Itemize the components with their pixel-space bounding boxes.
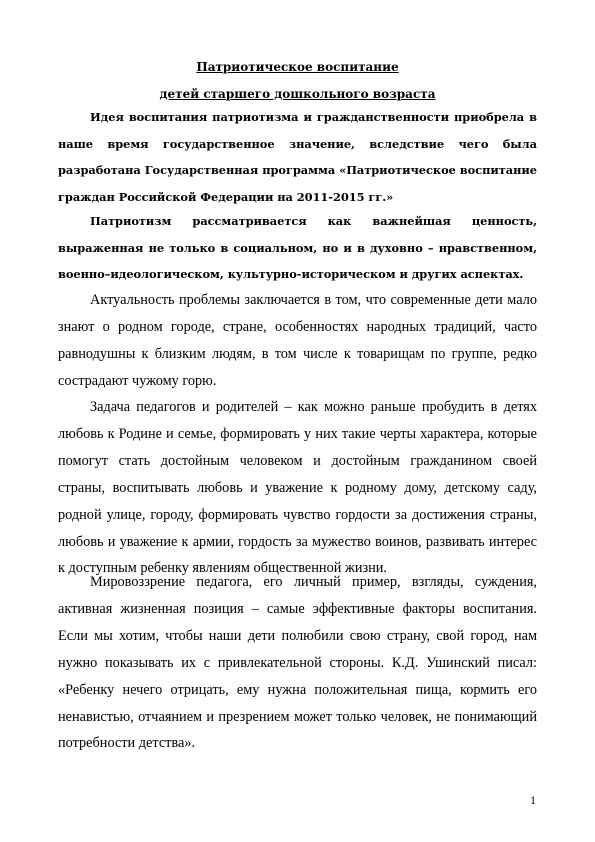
paragraph-2-text: Патриотизм рассматривается как важнейшая ценность, выраженная не только в социальном, но и в духовно – нравственном, военно–идеологическом, культурно-историческом и других аспектах.: [58, 214, 537, 281]
paragraph-5: [58, 569, 537, 757]
page-number: 1: [530, 793, 536, 807]
paragraph-1-text: Идея воспитания патриотизма и гражданственности приобрела в наше время государственное значение, вследствие чего была разработана Государственная программа «Патриотическое воспитание граждан Российской Федерации на 2011-2015 гг.»: [58, 110, 537, 204]
paragraph-4: [58, 394, 537, 582]
paragraph-4-text: Задача педагогов и родителей – как можно раньше пробудить в детях любовь к Родине и семье, формировать у них такие черты характера, которые помогут стать достойным человеком и достойным гражданином своей страны, воспитывать любовь и уважение к родному дому, детскому саду, родной улице, городу, формировать чувство гордости за достижения страны, любовь и уважение к армии, гордость за мужество воинов, развивать интерес к доступным ребенку явлениям общественной жизни.: [58, 399, 537, 577]
paragraph-3: [58, 287, 537, 395]
paragraph-2: [58, 208, 537, 288]
document-title-line-2: детей старшего дошкольного возраста: [159, 87, 436, 101]
document-title-line-1: Патриотическое воспитание: [196, 60, 399, 74]
paragraph-3-text: Актуальность проблемы заключается в том, что современные дети мало знают о родном городе, стране, особенностях народных традиций, часто равнодушны к близким людям, в том числе к товарищам по группе, редко сострадают чужому горю.: [58, 292, 537, 389]
paragraph-1: [58, 104, 537, 210]
paragraph-5-text: Мировоззрение педагога, его личный пример, взгляды, суждения, активная жизненная позиция – самые эффективные факторы воспитания. Если мы хотим, чтобы наши дети полюбили свою страну, свой город, нам нужно показывать их с привлекательной стороны. К.Д. Ушинский писал: «Ребенку нечего отрицать, ему нужна положительная пища, кормить его ненавистью, отчаянием и презрением может только человек, не понимающий потребности детства».: [58, 574, 537, 752]
